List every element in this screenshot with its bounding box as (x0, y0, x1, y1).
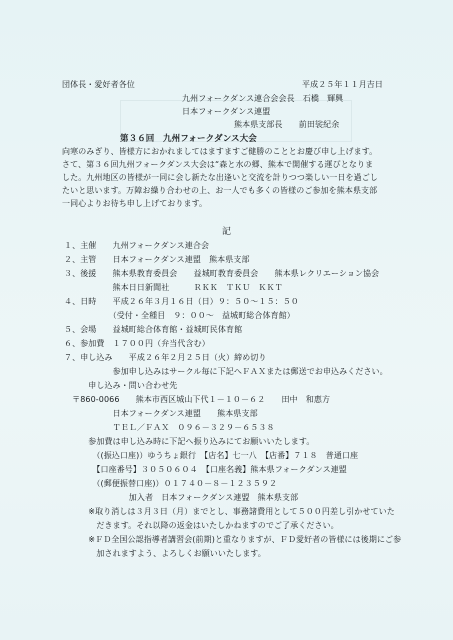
recipient-line: 団体長・愛好者各位 (62, 80, 135, 89)
item-line: ４、日時 平成２６年３月１６日（日）９：５０～１５：５０ (64, 297, 299, 306)
item-line: ５、会場 益城町総合体育館・益城町民体育館 (64, 325, 243, 334)
item-line: １、主催 九州フォークダンス連合会 (64, 241, 210, 250)
item-line: ７、申し込み 平成２６年２月２５日（火）締め切り (64, 353, 267, 362)
document-title: 第３６回 九州フォークダンス大会 (120, 134, 257, 144)
intro-line: 一同心よりお待ち申し上げております。 (62, 199, 208, 208)
contact-heading: 申し込み・問い合わせ先 (64, 381, 178, 390)
contact-address: 〒860-0066 熊本市西区城山下代１－１０－６２ 田中 和惠方 (64, 395, 331, 404)
item-line: 参加申し込みはサークル毎に下記へＦＡＸまたは郵送でお申込みください。 (64, 367, 388, 376)
item-line: 熊本日日新聞社 ＲＫＫ ＴＫＵ ＫＫＴ (64, 283, 283, 292)
cancel-note: ※取り消しは３月３日（月）までとし、事務諸費用として５００円差し引かせていた (64, 507, 395, 516)
contact-org: 日本フォークダンス連盟 熊本県支部 (64, 409, 258, 418)
fd-note: ※ＦＤ全国公認指導者講習会(前期)と重なりますが、ＦＤ愛好者の皆様には後期にご参 (64, 535, 402, 544)
account-holder: 加入者 日本フォークダンス連盟 熊本県支部 (64, 493, 299, 502)
sender-line-1: 九州フォークダンス連合会会長 石橋 輝興 (182, 94, 344, 103)
item-line: （受付・全種目 ９：００～ 益城町総合体育館） (64, 311, 295, 320)
item-line: ２、主管 日本フォークダンス連盟 熊本県支部 (64, 255, 250, 264)
intro-line: たいと思います。万障お繰り合わせの上、お一人でも多くの皆様のご参加を熊本県支部 (62, 186, 378, 195)
contact-tel: ＴＥＬ／ＦＡＸ ０９６－３２９－６５３８ (64, 423, 275, 432)
date-line: 平成２５年１１月吉日 (302, 80, 383, 89)
intro-line: した。九州地区の皆様が一同に会し新たな出逢いと交流を計りつつ楽しい一日を過ごし (62, 173, 378, 182)
ki-heading: 記 (222, 227, 232, 237)
intro-line: 向寒のみぎり、皆様方におかれましてはますますご健勝のこととお慶び申し上げます。 (62, 147, 378, 156)
sender-line-3: 熊本県支部長 前田裟紀余 (234, 120, 340, 129)
item-line: ６、参加費 １７００円（弁当代含む） (64, 339, 210, 348)
bank-account: （(振込口座)）ゆうちょ銀行 【店名】七一八 【店番】７１８ 普通口座 (64, 451, 359, 460)
payment-note: 参加費は申し込み時に下記へ振り込みにてお願いいたします。 (64, 437, 315, 446)
sender-line-2: 日本フォークダンス連盟 (182, 107, 271, 116)
fd-note-cont: 加されますよう、よろしくお願いいたします。 (64, 549, 266, 558)
postal-transfer: （(郵便振替口座)）０１７４０－８－１２３５９２ (64, 479, 278, 488)
intro-line: さて、第３６回九州フォークダンス大会は“森と水の郷、熊本で開催する運びとなりま (62, 160, 374, 169)
cancel-note-cont: だきます。それ以降の返金はいたしかねますのでご了承ください。 (64, 521, 339, 530)
account-number: 【口座番号】３０５０６０４ 【口座名義】熊本県フォークダンス連盟 (64, 465, 347, 474)
item-line: ３、後援 熊本県教育委員会 益城町教育委員会 熊本県レクリエーション協会 (64, 269, 380, 278)
